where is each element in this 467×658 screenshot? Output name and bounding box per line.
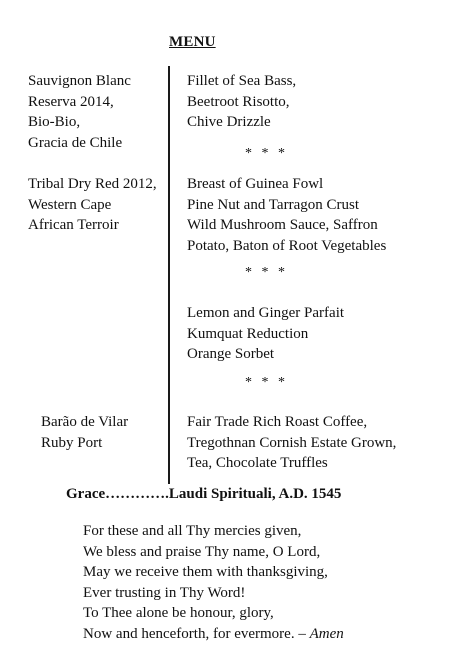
wine-line: Reserva 2014, [28, 93, 114, 110]
dish-line: Fillet of Sea Bass, [187, 73, 297, 89]
dish-line: Orange Sorbet [187, 346, 275, 362]
prayer-line-last [83, 624, 344, 645]
column-divider [168, 66, 170, 484]
dish-line: Fair Trade Rich Roast Coffee, [187, 414, 368, 430]
amen-text: Amen [309, 625, 344, 642]
prayer-line: Ever trusting in Thy Word! [83, 584, 246, 601]
wine-line: Barão de Vilar [41, 414, 129, 430]
wine-line: Sauvignon Blanc [28, 73, 131, 89]
dish-line: Wild Mushroom Sauce, Saffron [187, 217, 378, 233]
dish-line: Potato, Baton of Root Vegetables [187, 237, 387, 254]
prayer-line: We bless and praise Thy name, O Lord, [83, 543, 321, 560]
course-1 [187, 71, 296, 133]
wine-pairing-2 [28, 174, 157, 236]
wine-line: Ruby Port [41, 434, 103, 451]
course-2 [187, 174, 386, 256]
wine-line: Gracia de Chile [28, 134, 123, 151]
wine-line: Bio-Bio, [28, 114, 81, 130]
course-4 [187, 412, 396, 474]
wine-line: African Terroir [28, 217, 119, 233]
course-separator: * * * [245, 146, 288, 161]
prayer-last-text: Now and henceforth, for evermore. – [83, 625, 310, 642]
grace-prayer [83, 521, 344, 644]
dish-line: Breast of Guinea Fowl [187, 176, 324, 192]
wine-line: Tribal Dry Red 2012, [28, 176, 157, 192]
menu-title: MENU [169, 34, 216, 50]
prayer-line: May we receive them with thanksgiving, [83, 564, 328, 580]
grace-heading: Grace………….Laudi Spirituali, A.D. 1545 [66, 486, 342, 502]
wine-pairing-4 [41, 412, 128, 453]
course-separator: * * * [245, 375, 288, 390]
prayer-line: For these and all Thy mercies given, [83, 523, 302, 539]
dish-line: Lemon and Ginger Parfait [187, 305, 345, 321]
wine-pairing-1 [28, 71, 131, 153]
course-separator: * * * [245, 265, 288, 280]
dish-line: Beetroot Risotto, [187, 93, 290, 110]
dish-line: Tea, Chocolate Truffles [187, 455, 328, 471]
dish-line: Kumquat Reduction [187, 325, 309, 342]
dish-line: Tregothnan Cornish Estate Grown, [187, 434, 397, 451]
course-3 [187, 303, 344, 365]
dish-line: Pine Nut and Tarragon Crust [187, 196, 359, 213]
wine-line: Western Cape [28, 196, 112, 213]
dish-line: Chive Drizzle [187, 114, 271, 130]
prayer-line: To Thee alone be honour, glory, [83, 605, 274, 621]
